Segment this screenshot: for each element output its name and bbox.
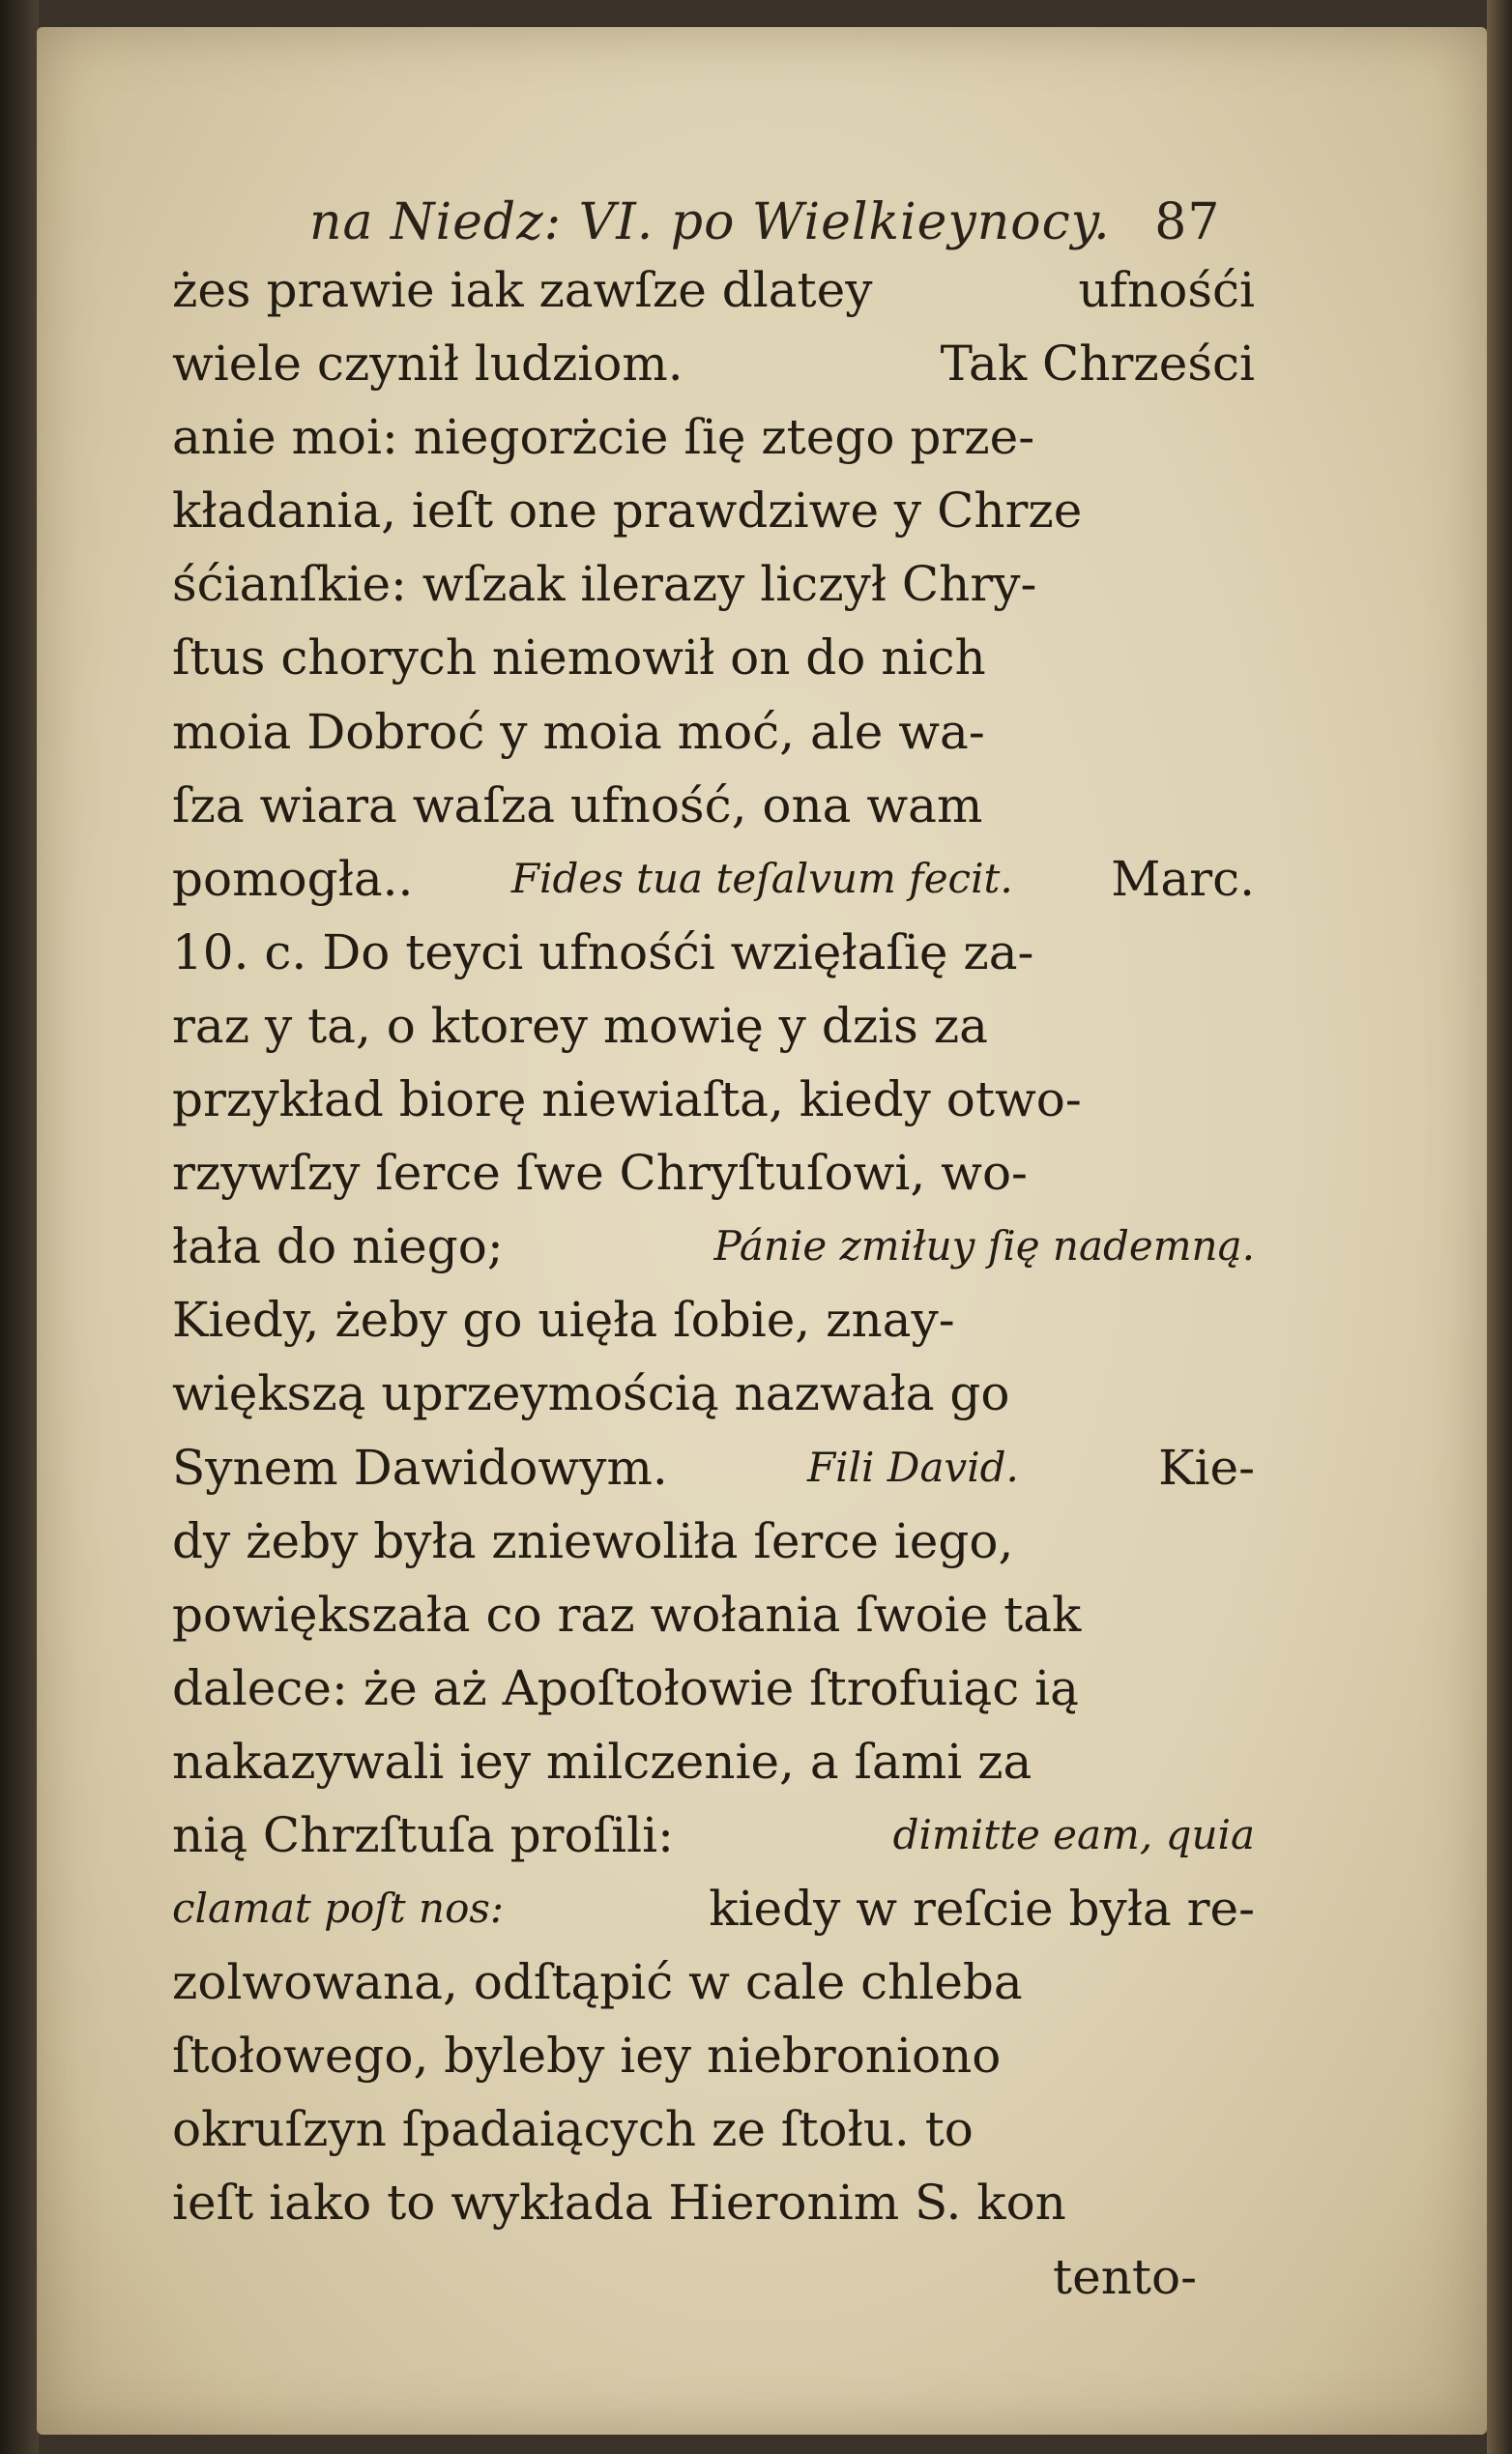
text-segment: dy żeby była zniewoliła ſerce iego, — [172, 1512, 1014, 1569]
text-segment: nakazywali iey milczenie, a ſami za — [172, 1733, 1032, 1790]
text-line — [172, 1210, 1255, 1283]
text-segment: ſtołowego, byleby iey niebroniono — [172, 2028, 1002, 2085]
latin-quote: Fili David. — [807, 1443, 1019, 1491]
text-line — [172, 1578, 1255, 1651]
text-line — [172, 1651, 1255, 1725]
text-line — [172, 621, 1255, 694]
text-segment: ſza wiara waſza ufność, ona wam — [172, 776, 983, 833]
text-line — [172, 327, 1255, 400]
text-segment: kładania, ieſt one prawdziwe y Chrze — [172, 482, 1083, 540]
text-segment: ſtus chorych niemowił on do nich — [172, 629, 986, 687]
text-segment: pomogła.. — [172, 850, 414, 907]
text-segment: raz y ta, o ktorey mowię y dzis za — [172, 997, 988, 1054]
catchword: tento- — [1053, 2248, 1197, 2305]
text-segment: żes prawie iak zawſze dlatey — [172, 262, 873, 318]
text-segment: dalece: że aż Apoſtołowie ſtrofuiąc ią — [172, 1659, 1079, 1716]
text-segment: ufnośći — [1078, 262, 1255, 318]
text-line — [172, 474, 1255, 547]
latin-quote: Fides tua teſalvum fecit. — [510, 854, 1013, 902]
text-line — [172, 2166, 1255, 2239]
text-segment: nią Chrzſtuſa proſili: — [172, 1806, 674, 1863]
text-line — [172, 400, 1255, 474]
text-segment: 10. c. Do teyci ufnośći wzięłaſię za- — [172, 923, 1034, 980]
text-line — [172, 1505, 1255, 1578]
text-line — [172, 842, 1255, 916]
text-line — [172, 916, 1255, 989]
text-line — [172, 1872, 1255, 1945]
text-line — [172, 1431, 1255, 1505]
text-line — [172, 2092, 1255, 2166]
catchword-line — [172, 2240, 1255, 2314]
page-edge — [1487, 0, 1512, 2454]
text-segment: Kiedy, żeby go uięła ſobie, znay- — [172, 1292, 955, 1349]
text-line — [172, 1283, 1255, 1357]
running-title: na Niedz: VI. po Wielkieynocy. — [309, 193, 1111, 251]
body-text — [172, 253, 1255, 2314]
text-segment: przykład biorę niewiaſta, kiedy otwo- — [172, 1071, 1082, 1128]
text-segment: śćianſkie: wſzak ilerazy liczył Chry- — [172, 556, 1037, 613]
text-segment: Kie- — [1158, 1439, 1255, 1496]
text-line — [172, 769, 1255, 842]
text-segment: Marc. — [1111, 850, 1255, 907]
text-line — [172, 1945, 1255, 2019]
text-segment: łała do niego; — [172, 1218, 504, 1275]
latin-quote: clamat poſt nos: — [172, 1884, 505, 1933]
text-line — [172, 1357, 1255, 1430]
text-segment: rzywſzy ſerce ſwe Chryſtuſowi, wo- — [172, 1145, 1028, 1202]
book-gutter — [0, 0, 39, 2454]
page-number: 87 — [1154, 193, 1221, 251]
text-segment: Tak Chrześci — [940, 336, 1255, 393]
text-line — [172, 253, 1255, 327]
latin-quote: dimitte eam, quia — [892, 1810, 1255, 1858]
text-segment: anie moi: niegorżcie ſię ztego prze- — [172, 409, 1035, 466]
text-line — [172, 547, 1255, 621]
text-segment: Synem Dawidowym. — [172, 1439, 668, 1496]
text-line — [172, 2019, 1255, 2092]
text-line — [172, 1725, 1255, 1798]
text-line — [172, 1063, 1255, 1136]
text-segment: okruſzyn ſpadaiących ze ſtołu. to — [172, 2101, 974, 2158]
text-line — [172, 1798, 1255, 1872]
text-segment: moia Dobroć y moia moć, ale wa- — [172, 703, 985, 760]
latin-quote: Pánie zmiłuy ſię nademną. — [713, 1222, 1255, 1271]
text-line — [172, 1136, 1255, 1210]
text-segment: kiedy w reſcie była re- — [709, 1881, 1255, 1938]
text-segment: wiele czynił ludziom. — [172, 336, 683, 393]
text-segment: ieſt iako to wykłada Hieronim S. kon — [172, 2175, 1066, 2232]
text-segment: powiększała co raz wołania ſwoie tak — [172, 1586, 1082, 1643]
text-segment: zolwowana, odſtąpić w cale chleba — [172, 1954, 1023, 2011]
text-segment: większą uprzeymością nazwała go — [172, 1365, 1010, 1422]
running-header — [309, 193, 1276, 251]
text-line — [172, 989, 1255, 1063]
text-line — [172, 695, 1255, 769]
